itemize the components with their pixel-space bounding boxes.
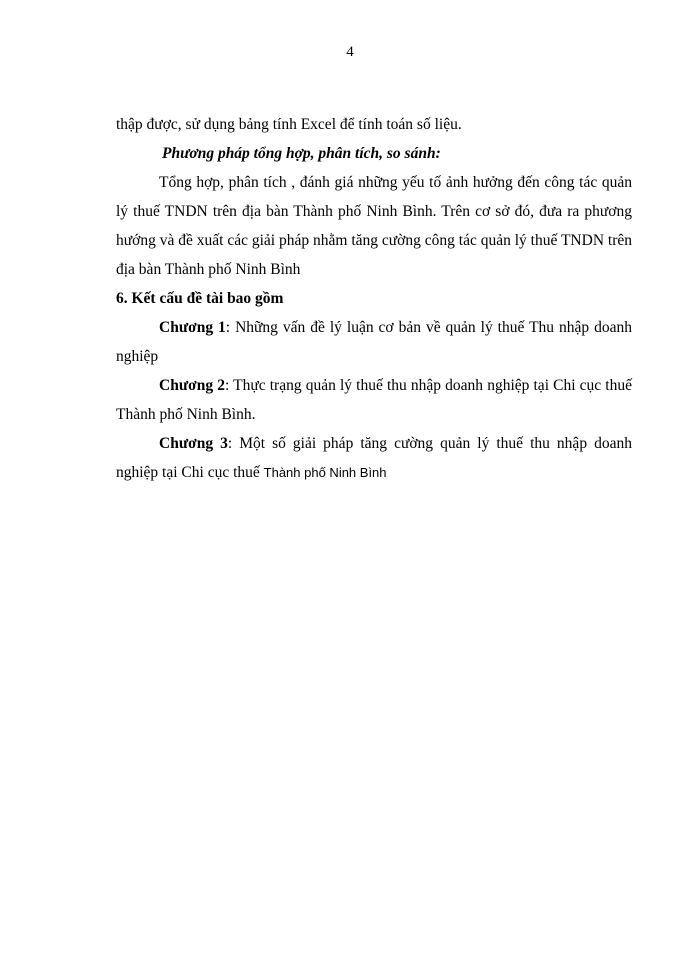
chapter-1-paragraph — [116, 313, 632, 371]
chapter-3-label: Chương 3 — [159, 435, 228, 452]
chapter-2-label: Chương 2 — [159, 377, 225, 394]
chapter-3-text: : Một số giải pháp tăng cường quản lý thuế thu nhập doanh nghiệp tại Chi cục thuế — [116, 435, 632, 481]
chapter-2-paragraph — [116, 371, 632, 429]
page-number: 4 — [346, 44, 354, 60]
chapter-1-label: Chương 1 — [159, 319, 226, 336]
method-heading: Phương pháp tổng hợp, phân tích, so sánh: — [162, 145, 441, 162]
chapter-3-tail: Thành phố Ninh Bình — [263, 465, 387, 480]
chapter-3-paragraph — [116, 429, 632, 487]
chapter-2-text: : Thực trạng quản lý thuế thu nhập doanh nghiệp tại Chi cục thuế Thành phố Ninh Bình. — [116, 377, 632, 423]
method-paragraph: Tổng hợp, phân tích , đánh giá những yếu tố ảnh hưởng đến công tác quản lý thuế TNDN trên địa bàn Thành phố Ninh Bình. Trên cơ sở đó, đưa ra phương hướng và đề xuất các giải pháp nhằm tăng cường công tác quản lý thuế TNDN trên địa bàn Thành phố Ninh Bình — [116, 174, 632, 278]
document-body — [116, 110, 632, 487]
continuation-line: thập được, sử dụng bảng tính Excel để tính toán số liệu. — [116, 116, 462, 133]
chapter-1-text: : Những vấn đề lý luận cơ bản về quản lý thuế Thu nhập doanh nghiệp — [116, 319, 632, 365]
section-heading: 6. Kết cấu đề tài bao gồm — [116, 290, 284, 307]
